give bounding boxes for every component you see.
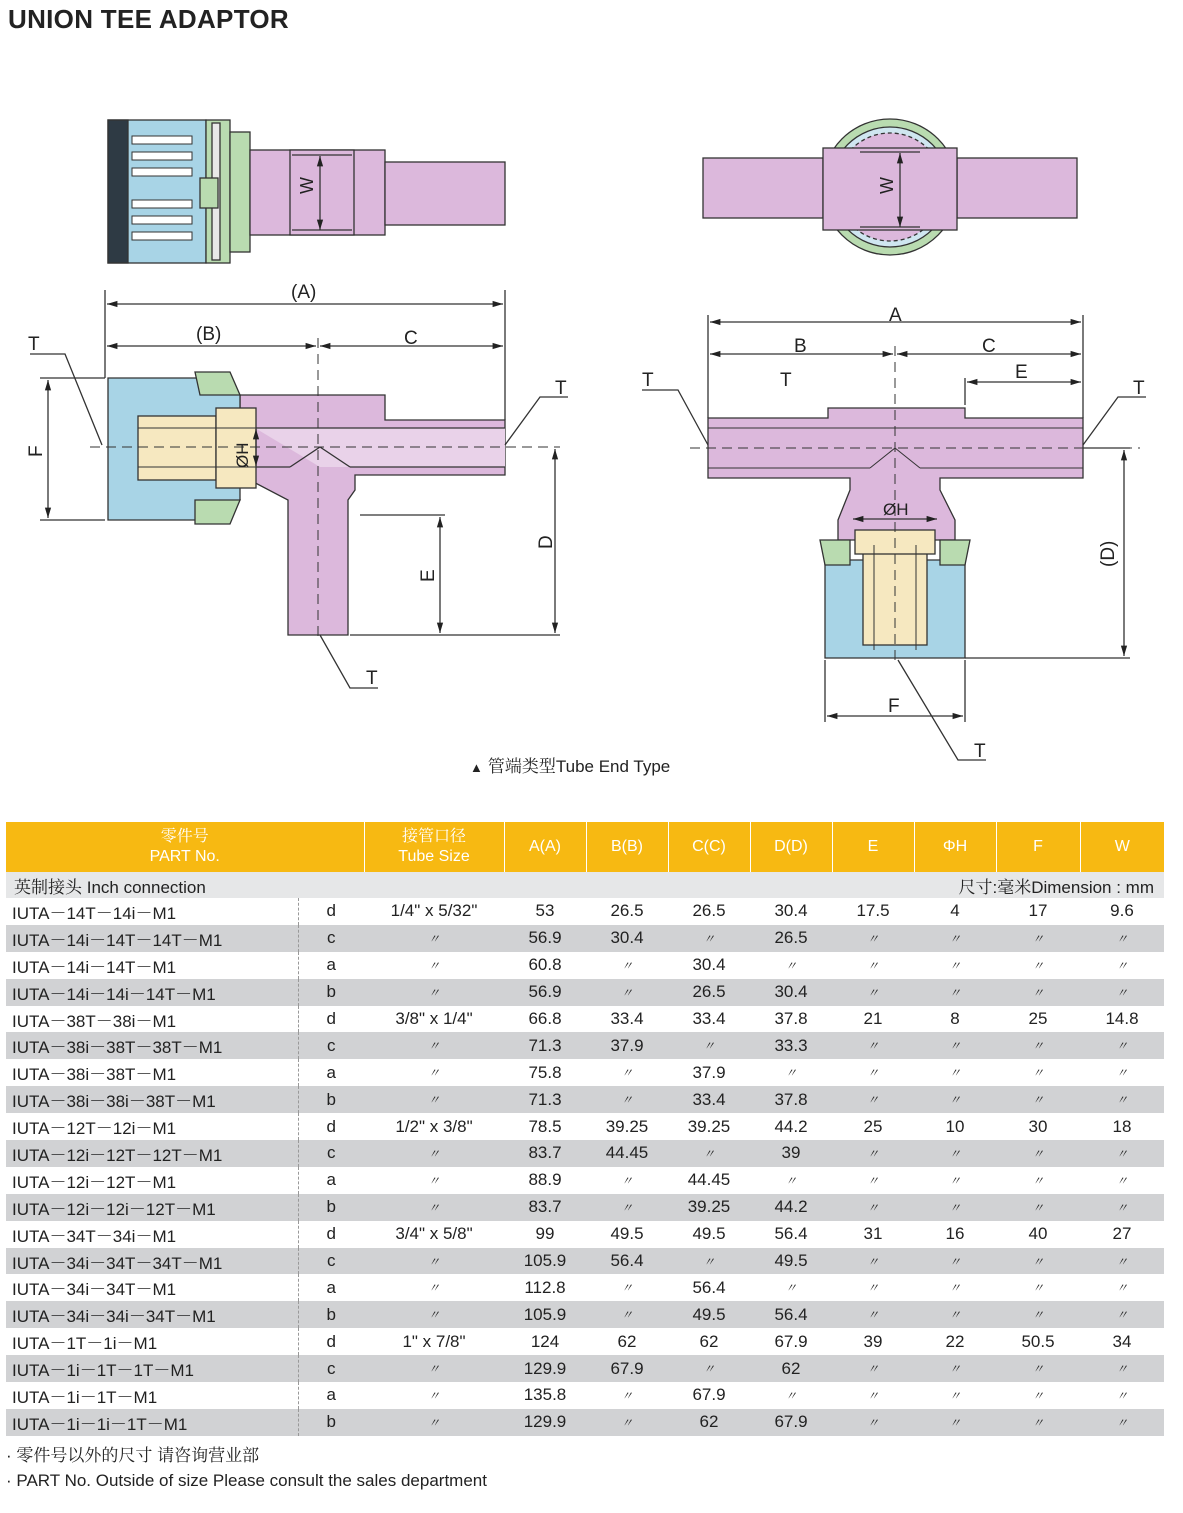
cell-b: 44.45 (586, 1140, 668, 1167)
table-row (6, 1248, 1164, 1275)
cell-e: 17.5 (856, 901, 890, 921)
cell-w: 〃 (1115, 1066, 1128, 1081)
cell-type: a (326, 1277, 336, 1297)
cell-type: b (298, 1194, 364, 1221)
header-h: ΦH (914, 822, 996, 872)
e-label-left: E (418, 569, 439, 582)
cell-a: 71.3 (504, 1086, 586, 1113)
cell-type: d (326, 1224, 336, 1244)
cell-h: 〃 (914, 1409, 996, 1436)
cell-c: 67.9 (692, 1385, 726, 1405)
cell-h: 〃 (948, 1388, 961, 1403)
cell-d: 〃 (784, 1066, 797, 1081)
cell-f: 〃 (1031, 1173, 1044, 1188)
cell-f: 〃 (996, 1140, 1080, 1167)
cell-tube: 〃 (427, 1388, 440, 1403)
cell-f: 〃 (1031, 1066, 1044, 1081)
cell-e: 〃 (866, 958, 879, 973)
cell-type: b (298, 1086, 364, 1113)
cell-part: IUTA－12i－12T－12T－M1 (6, 1140, 298, 1167)
cell-h: 〃 (914, 1194, 996, 1221)
cell-part: IUTA－38i－38i－38T－M1 (6, 1086, 298, 1113)
d-label-left: D (536, 535, 557, 549)
header-a: A(A) (504, 822, 586, 872)
cell-c: 〃 (668, 1140, 750, 1167)
table-row (6, 1382, 1164, 1409)
table-row (6, 898, 1164, 925)
cell-part: IUTA－34i－34T－34T－M1 (6, 1248, 298, 1275)
b-label-right: B (794, 336, 807, 357)
cell-e: 〃 (866, 1388, 879, 1403)
cell-part: IUTA－34i－34T－M1 (6, 1274, 298, 1301)
cell-part: IUTA－1T－1i－M1 (6, 1328, 298, 1355)
cell-w: 〃 (1080, 1194, 1164, 1221)
cell-f: 50.5 (1021, 1331, 1055, 1351)
cell-f: 25 (1028, 1009, 1048, 1028)
cell-part: IUTA－12i－12T－M1 (6, 1167, 298, 1194)
table-row (6, 925, 1164, 952)
table-row (6, 1409, 1164, 1436)
cell-c: 37.9 (692, 1062, 726, 1082)
cell-c: 33.4 (668, 1086, 750, 1113)
cell-f: 40 (1028, 1224, 1048, 1244)
page-title: UNION TEE ADAPTOR (8, 4, 290, 34)
cell-a: 75.8 (528, 1062, 562, 1082)
c-label-left: C (404, 328, 418, 349)
cell-e: 〃 (832, 1355, 914, 1382)
cell-tube: 〃 (364, 1409, 504, 1436)
cell-w: 〃 (1080, 1086, 1164, 1113)
cell-type: a (326, 1062, 336, 1082)
cell-b: 〃 (620, 1066, 633, 1081)
cell-d: 26.5 (750, 925, 832, 952)
cell-d: 〃 (784, 1388, 797, 1403)
cell-w: 〃 (1080, 1032, 1164, 1059)
cell-d: 56.4 (774, 1224, 808, 1244)
cell-b: 30.4 (586, 925, 668, 952)
tube-end-caption: ▲ 管端类型Tube End Type (470, 757, 671, 776)
cell-tube: 〃 (364, 1355, 504, 1382)
t-label-left-bottom: T (366, 668, 378, 689)
cell-w: 〃 (1080, 1301, 1164, 1328)
cell-f: 〃 (996, 925, 1080, 952)
cell-a: 78.5 (528, 1116, 562, 1136)
table-row (6, 1221, 1164, 1248)
cell-w: 〃 (1080, 925, 1164, 952)
cell-tube: 〃 (364, 1086, 504, 1113)
cell-c: 〃 (668, 1032, 750, 1059)
c-label-right: C (982, 336, 996, 357)
table-row (6, 979, 1164, 1006)
header-f: F (996, 822, 1080, 872)
cell-part: IUTA－38T－38i－M1 (6, 1006, 298, 1033)
cell-a: 60.8 (528, 955, 562, 975)
cell-tube: 〃 (364, 979, 504, 1006)
cell-e: 〃 (832, 1032, 914, 1059)
phi-h-label-right: ØH (883, 500, 909, 519)
t-label-right-inner: T (780, 370, 792, 391)
cell-e: 〃 (832, 1301, 914, 1328)
cell-part: IUTA－14T－14i－M1 (6, 898, 298, 925)
cell-c: 39.25 (668, 1194, 750, 1221)
cell-f: 〃 (996, 1194, 1080, 1221)
cell-a: 83.7 (504, 1140, 586, 1167)
cell-part: IUTA－38i－38T－38T－M1 (6, 1032, 298, 1059)
cell-tube: 3/4" x 5/8" (395, 1224, 473, 1244)
cell-part: IUTA－14i－14T－M1 (6, 952, 298, 979)
left-cross-section (30, 290, 568, 688)
cell-part: IUTA－1i－1T－1T－M1 (6, 1355, 298, 1382)
header-b: B(B) (586, 822, 668, 872)
cell-h: 4 (950, 901, 960, 921)
cell-f: 17 (1028, 901, 1048, 921)
t-label-left-right: T (555, 378, 567, 399)
cell-type: b (298, 979, 364, 1006)
cell-tube: 〃 (427, 1173, 440, 1188)
cell-f: 〃 (996, 979, 1080, 1006)
cell-type: c (298, 1032, 364, 1059)
cell-c: 49.5 (668, 1301, 750, 1328)
table-row (6, 1301, 1164, 1328)
cell-f: 〃 (1031, 1388, 1044, 1403)
cell-w: 9.6 (1110, 901, 1134, 921)
cell-e: 〃 (832, 925, 914, 952)
table-row (6, 1059, 1164, 1086)
cell-a: 56.9 (504, 925, 586, 952)
cell-part: IUTA－1i－1T－M1 (6, 1382, 298, 1409)
cell-tube: 3/8" x 1/4" (395, 1009, 473, 1028)
table-subheader (6, 872, 1164, 898)
cell-b: 〃 (620, 958, 633, 973)
table-header-row (6, 822, 1164, 872)
cell-type: c (298, 1140, 364, 1167)
cell-tube: 〃 (427, 1281, 440, 1296)
cell-part: IUTA－1i－1i－1T－M1 (6, 1409, 298, 1436)
cell-b: 〃 (586, 1409, 668, 1436)
cell-d: 62 (750, 1355, 832, 1382)
note-cn: · 零件号以外的尺寸 请咨询营业部 (6, 1446, 260, 1465)
t-label-left-top: T (28, 334, 40, 355)
cell-f: 〃 (996, 1086, 1080, 1113)
cell-h: 〃 (914, 979, 996, 1006)
f-label-left: F (26, 445, 47, 457)
cell-a: 66.8 (528, 1009, 562, 1028)
cell-f: 〃 (996, 1248, 1080, 1275)
phi-h-label-left: ØH (233, 442, 252, 468)
a-label-left: (A) (291, 282, 317, 303)
table-row (6, 1355, 1164, 1382)
cell-e: 〃 (832, 1140, 914, 1167)
cell-c: 〃 (668, 1355, 750, 1382)
table-row (6, 1194, 1164, 1221)
cell-c: 44.45 (687, 1170, 731, 1190)
cell-b: 39.25 (605, 1116, 649, 1136)
cell-e: 25 (863, 1116, 883, 1136)
cell-tube: 〃 (364, 1032, 504, 1059)
cell-a: 53 (535, 901, 555, 921)
table-row (6, 1086, 1164, 1113)
cell-tube: 〃 (364, 925, 504, 952)
cell-type: c (298, 925, 364, 952)
cell-d: 67.9 (774, 1331, 808, 1351)
cell-d: 67.9 (750, 1409, 832, 1436)
cell-b: 〃 (586, 979, 668, 1006)
cell-w: 〃 (1115, 958, 1128, 973)
cell-b: 〃 (586, 1086, 668, 1113)
cell-e: 〃 (832, 1409, 914, 1436)
cell-e: 31 (863, 1224, 883, 1244)
cell-type: a (326, 955, 336, 975)
dimension-unit-label: 尺寸:毫米Dimension : mm (668, 872, 1164, 898)
cell-w: 〃 (1115, 1173, 1128, 1188)
cell-d: 37.8 (774, 1009, 808, 1028)
triangle-icon: ▲ (470, 760, 483, 775)
cell-a: 105.9 (504, 1301, 586, 1328)
header-e: E (832, 822, 914, 872)
footnotes (6, 1443, 487, 1493)
table-row (6, 1140, 1164, 1167)
cell-h: 〃 (914, 1301, 996, 1328)
cell-f: 〃 (996, 1032, 1080, 1059)
cell-type: a (326, 1385, 336, 1405)
cell-h: 〃 (914, 1086, 996, 1113)
cell-e: 〃 (866, 1173, 879, 1188)
cell-a: 99 (535, 1224, 555, 1244)
cell-tube: 〃 (427, 958, 440, 973)
cell-f: 〃 (996, 1409, 1080, 1436)
cell-b: 56.4 (586, 1248, 668, 1275)
cell-w: 〃 (1080, 1248, 1164, 1275)
w-label-left: W (297, 177, 317, 194)
e-label-right: E (1015, 362, 1028, 383)
cell-d: 44.2 (774, 1116, 808, 1136)
cell-h: 〃 (948, 1281, 961, 1296)
cell-w: 〃 (1080, 1409, 1164, 1436)
cell-tube: 1/2" x 3/8" (395, 1116, 473, 1136)
cell-f: 〃 (996, 1301, 1080, 1328)
cell-type: d (326, 901, 336, 921)
cell-d: 〃 (784, 958, 797, 973)
cell-e: 〃 (832, 1086, 914, 1113)
cell-h: 〃 (914, 1248, 996, 1275)
cell-a: 83.7 (504, 1194, 586, 1221)
cell-b: 33.4 (610, 1009, 644, 1028)
cell-d: 56.4 (750, 1301, 832, 1328)
right-cross-section (642, 315, 1146, 760)
cell-h: 〃 (914, 1032, 996, 1059)
cell-c: 62 (699, 1331, 719, 1351)
table-row (6, 1274, 1164, 1301)
cell-tube: 〃 (364, 1140, 504, 1167)
header-c: C(C) (668, 822, 750, 872)
w-label-right: W (877, 177, 897, 194)
cell-d: 37.8 (750, 1086, 832, 1113)
cell-b: 26.5 (610, 901, 644, 921)
table-row (6, 1113, 1164, 1140)
cell-a: 71.3 (504, 1032, 586, 1059)
cell-d: 〃 (784, 1173, 797, 1188)
cell-b: 〃 (586, 1194, 668, 1221)
cell-w: 34 (1112, 1331, 1132, 1351)
cell-a: 112.8 (524, 1277, 566, 1297)
cell-a: 56.9 (504, 979, 586, 1006)
cell-c: 〃 (668, 925, 750, 952)
cell-w: 〃 (1115, 1281, 1128, 1296)
cell-h: 〃 (914, 1140, 996, 1167)
table-row (6, 1328, 1164, 1355)
cell-c: 56.4 (692, 1277, 726, 1297)
cell-h: 〃 (948, 958, 961, 973)
cell-e: 21 (863, 1009, 883, 1028)
cell-type: c (298, 1248, 364, 1275)
table-row (6, 952, 1164, 979)
cell-a: 124 (530, 1331, 560, 1351)
cell-type: d (326, 1331, 336, 1351)
b-label-left: (B) (196, 324, 222, 345)
header-d: D(D) (750, 822, 832, 872)
header-part-no: 零件号 PART No. (6, 822, 364, 872)
cell-c: 62 (668, 1409, 750, 1436)
cell-tube: 〃 (364, 1248, 504, 1275)
cell-w: 〃 (1080, 979, 1164, 1006)
cell-h: 10 (945, 1116, 965, 1136)
cell-type: b (298, 1409, 364, 1436)
table-row (6, 1032, 1164, 1059)
cell-e: 39 (863, 1331, 883, 1351)
cell-b: 62 (617, 1331, 637, 1351)
cell-a: 88.9 (528, 1170, 562, 1190)
cell-d: 49.5 (750, 1248, 832, 1275)
cell-f: 30 (1028, 1116, 1048, 1136)
cell-w: 〃 (1115, 1388, 1128, 1403)
a-label-right: A (889, 305, 902, 326)
cell-part: IUTA－34i－34i－34T－M1 (6, 1301, 298, 1328)
table-row (6, 1167, 1164, 1194)
note-en: · PART No. Outside of size Please consult the sales department (6, 1471, 487, 1490)
cell-type: c (298, 1355, 364, 1382)
cell-part: IUTA－12T－12i－M1 (6, 1113, 298, 1140)
cell-a: 135.8 (523, 1385, 567, 1405)
cell-b: 67.9 (586, 1355, 668, 1382)
cell-c: 49.5 (692, 1224, 726, 1244)
cell-c: 〃 (668, 1248, 750, 1275)
cell-b: 〃 (620, 1173, 633, 1188)
header-w: W (1080, 822, 1164, 872)
cell-b: 37.9 (586, 1032, 668, 1059)
cell-e: 〃 (866, 1281, 879, 1296)
cell-h: 〃 (948, 1066, 961, 1081)
cell-f: 〃 (996, 1355, 1080, 1382)
cell-e: 〃 (832, 1194, 914, 1221)
header-tube-size: 接管口径 Tube Size (364, 822, 504, 872)
cell-f: 〃 (1031, 958, 1044, 973)
cell-h: 〃 (914, 1355, 996, 1382)
cell-h: 〃 (914, 925, 996, 952)
cell-w: 27 (1112, 1224, 1132, 1244)
cell-h: 8 (950, 1009, 960, 1028)
cell-e: 〃 (832, 1248, 914, 1275)
cell-type: d (326, 1116, 336, 1136)
cell-c: 33.4 (692, 1009, 726, 1028)
cell-c: 26.5 (692, 901, 726, 921)
cell-tube: 1" x 7/8" (402, 1331, 466, 1351)
cell-c: 30.4 (692, 955, 726, 975)
cell-b: 49.5 (610, 1224, 644, 1244)
dimension-table (6, 822, 1164, 1436)
cell-b: 〃 (620, 1388, 633, 1403)
cell-h: 16 (945, 1224, 965, 1244)
cell-w: 14.8 (1105, 1009, 1139, 1028)
cell-h: 22 (945, 1331, 965, 1351)
cell-b: 〃 (586, 1301, 668, 1328)
cell-d: 39 (750, 1140, 832, 1167)
cell-part: IUTA－12i－12i－12T－M1 (6, 1194, 298, 1221)
cell-c: 26.5 (668, 979, 750, 1006)
cell-a: 129.9 (504, 1409, 586, 1436)
cell-e: 〃 (832, 979, 914, 1006)
cell-tube: 〃 (364, 1194, 504, 1221)
cell-c: 39.25 (687, 1116, 731, 1136)
inch-connection-label: 英制接头 Inch connection (6, 872, 668, 898)
cell-d: 30.4 (750, 979, 832, 1006)
cell-f: 〃 (1031, 1281, 1044, 1296)
d-label-right: (D) (1098, 540, 1119, 567)
cell-d: 〃 (784, 1281, 797, 1296)
cell-part: IUTA－38i－38T－M1 (6, 1059, 298, 1086)
t-label-right-bottom: T (974, 741, 986, 762)
cell-d: 44.2 (750, 1194, 832, 1221)
t-label-right-left: T (642, 370, 654, 391)
cell-w: 18 (1112, 1116, 1132, 1136)
cell-type: a (326, 1170, 336, 1190)
cell-e: 〃 (866, 1066, 879, 1081)
cell-w: 〃 (1080, 1140, 1164, 1167)
f-label-right: F (888, 696, 900, 717)
cell-part: IUTA－14i－14i－14T－M1 (6, 979, 298, 1006)
cell-d: 33.3 (750, 1032, 832, 1059)
cell-w: 〃 (1080, 1355, 1164, 1382)
t-label-right-right: T (1133, 378, 1145, 399)
cell-part: IUTA－14i－14T－14T－M1 (6, 925, 298, 952)
cell-type: d (326, 1009, 336, 1028)
cell-d: 30.4 (774, 901, 808, 921)
cell-type: b (298, 1301, 364, 1328)
cell-a: 129.9 (504, 1355, 586, 1382)
cell-tube: 〃 (427, 1066, 440, 1081)
table-row (6, 1006, 1164, 1033)
cell-part: IUTA－34T－34i－M1 (6, 1221, 298, 1248)
cell-b: 〃 (620, 1281, 633, 1296)
cell-tube: 〃 (364, 1301, 504, 1328)
cell-h: 〃 (948, 1173, 961, 1188)
cell-tube: 1/4" x 5/32" (390, 901, 478, 921)
cell-a: 105.9 (504, 1248, 586, 1275)
